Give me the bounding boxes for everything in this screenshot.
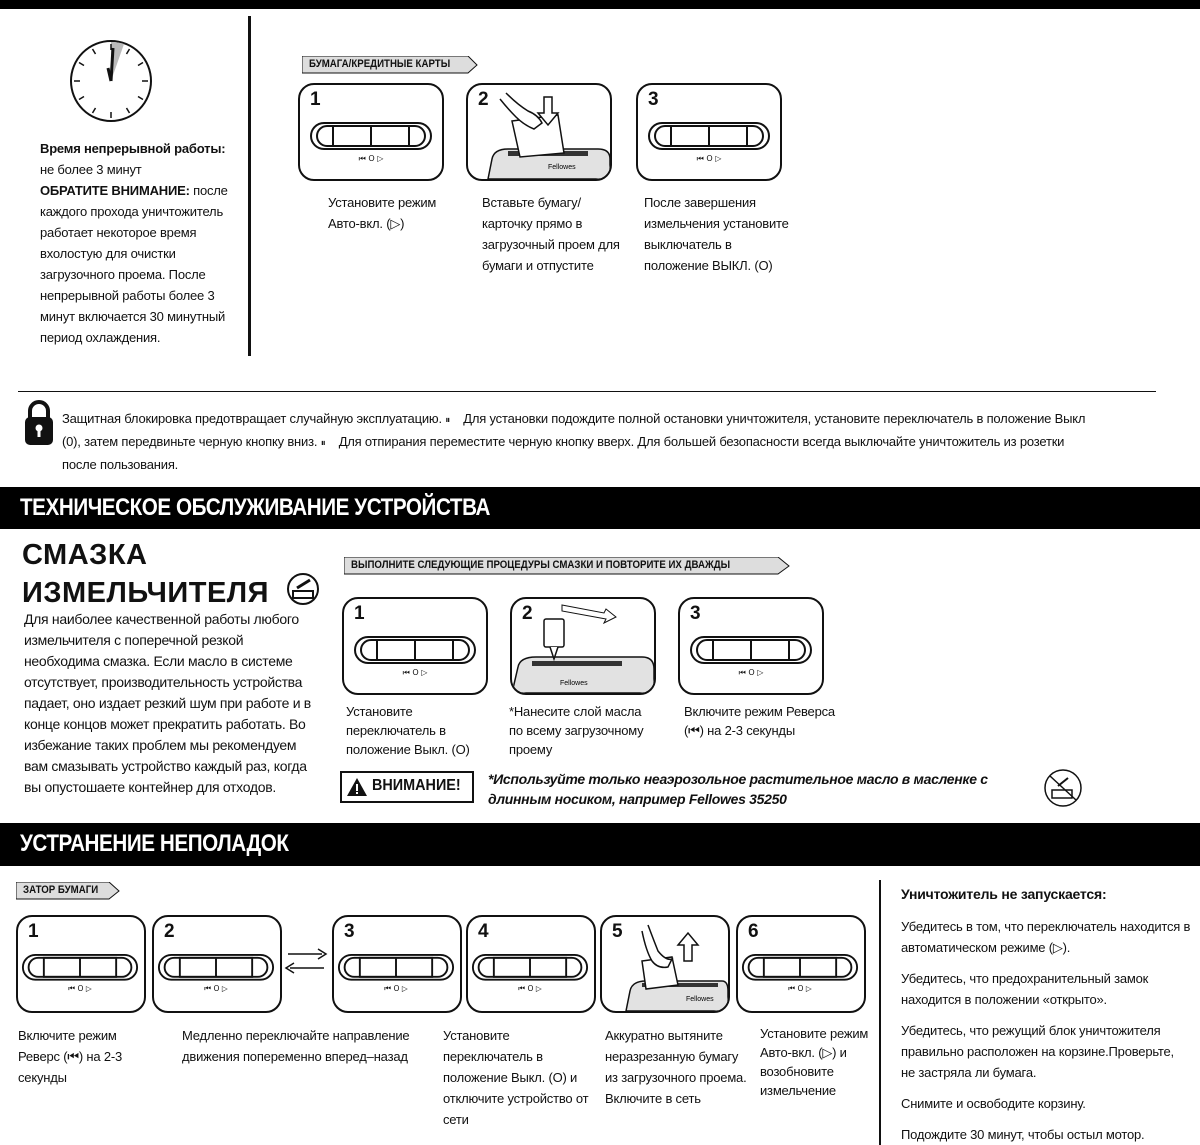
- mode-switch-icon: [337, 953, 455, 995]
- mode-switch-icon: [741, 953, 859, 995]
- svg-text:Fellowes: Fellowes: [548, 164, 576, 171]
- pull-paper-icon: [602, 917, 728, 1011]
- side-item-2: Убедитесь, что предохранительный замок находится в положении «открыто».: [901, 971, 1149, 1007]
- jam-step-5-caption: Аккуратно вытяните неразрезанную бумагу из загрузочного проема. Включите в сеть: [605, 1028, 747, 1106]
- side-divider: [879, 880, 881, 1145]
- time-title: Время непрерывной работы:: [40, 141, 226, 156]
- notice-label: ОБРАТИТЕ ВНИМАНИЕ:: [40, 183, 190, 198]
- jam-step-4: 4: [466, 915, 596, 1013]
- jam-step-1-caption: Включите режим Реверс (⏮) на 2-3 секунды: [18, 1028, 123, 1085]
- lube-step-1-caption: Установите переключатель в положение Выкл. (O): [346, 704, 470, 757]
- paper-cards-label: БУМАГА/КРЕДИТНЫЕ КАРТЫ: [302, 56, 478, 74]
- paper-jam-label: ЗАТОР БУМАГИ: [16, 882, 120, 900]
- lock-up-icon: ⏸: [320, 438, 326, 449]
- jam-step-3-caption: Установите переключатель в положение Выкл. (O) и отключите устройство от сети: [443, 1028, 589, 1127]
- troubleshooting-title: УСТРАНЕНИЕ НЕПОЛАДОК: [20, 830, 289, 857]
- troubleshooting-band: [0, 823, 1200, 866]
- lubrication-title-2: ИЗМЕЛЬЧИТЕЛЯ: [22, 572, 322, 610]
- back-forth-arrows-icon: [284, 946, 328, 976]
- oil-can-icon: [284, 572, 322, 606]
- lubrication-body: Для наиболее качественной работы любого измельчителя с поперечной резкой необходима смазка. Если масло в системе отсутствует, производительность устройства падает, оно издает резкий шум при работе и в конце концов может прекратить работать. Во избежание таких проблем мы рекомендуем вам смазывать устройство каждый раз, когда вы опустошаете контейнер для отходов.: [24, 611, 311, 795]
- lock-line-2: (0), затем передвиньте черную кнопку вниз. ⏸ Для отпирания переместите черную кнопку вверх. Для большей безопасности всегда выключайте уничтожитель из розетки: [62, 431, 1162, 454]
- mode-switch-icon: [21, 953, 139, 995]
- clock-icon: [68, 38, 154, 124]
- svg-text:Fellowes: Fellowes: [560, 680, 588, 687]
- side-item-5: Подождите 30 минут, чтобы остыл мотор.: [901, 1127, 1145, 1142]
- top-step-1: 1: [298, 83, 444, 181]
- jam-step-6-caption: Установите режим Авто-вкл. (▷) и возобновите измельчение: [760, 1026, 869, 1098]
- top-step-1-caption: Установите режим Авто-вкл. (▷): [328, 195, 437, 231]
- warning-box: [340, 771, 474, 803]
- mode-switch-icon: [309, 121, 433, 165]
- warning-triangle-icon: [346, 777, 368, 797]
- maintenance-band: [0, 487, 1200, 529]
- jam-step-1: 1: [16, 915, 146, 1013]
- side-item-3: Убедитесь, что режущий блок уничтожителя правильно расположен на корзине.Проверьте, не застряла ли бумага.: [901, 1023, 1174, 1080]
- lock-line-1: Защитная блокировка предотвращает случайную эксплуатацию. ⏸ Для установки подождите полной остановки уничтожителя, установите переключатель в положение Выкл: [62, 408, 1162, 431]
- top-step-2: 2 Fellowes: [466, 83, 612, 181]
- top-band: [0, 0, 1200, 9]
- vertical-divider: [248, 16, 251, 356]
- side-item-4: Снимите и освободите корзину.: [901, 1096, 1086, 1111]
- top-step-3: 3: [636, 83, 782, 181]
- mode-switch-icon: [647, 121, 771, 165]
- mode-switch-icon: [157, 953, 275, 995]
- lock-icon: [24, 400, 54, 446]
- lube-step-3-caption: Включите режим Реверса (⏮) на 2-3 секунды: [684, 704, 835, 738]
- warning-label: ВНИМАНИЕ!: [372, 777, 461, 794]
- top-step-2-caption: Вставьте бумагу/ карточку прямо в загрузочный проем для бумаги и отпустите: [482, 195, 620, 273]
- lubrication-label: ВЫПОЛНИТЕ СЛЕДУЮЩИЕ ПРОЦЕДУРЫ СМАЗКИ И ПОВТОРИТЕ ИХ ДВАЖДЫ: [344, 557, 790, 575]
- side-title: Уничтожитель не запускается:: [901, 886, 1107, 902]
- jam-step-3: 3: [332, 915, 462, 1013]
- notice-block: [40, 180, 240, 348]
- jam-step-2: 2: [152, 915, 282, 1013]
- jam-step-6: 6: [736, 915, 866, 1013]
- lube-step-2-caption: *Нанесите слой масла по всему загрузочному проему: [509, 704, 644, 757]
- maintenance-title: ТЕХНИЧЕСКОЕ ОБСЛУЖИВАНИЕ УСТРОЙСТВА: [20, 494, 491, 521]
- oil-application-icon: [512, 599, 654, 693]
- jam-step-5: 5 Fellowes: [600, 915, 730, 1013]
- side-item-1: Убедитесь в том, что переключатель находится в автоматическом режиме (▷).: [901, 919, 1191, 955]
- no-aerosol-icon: [1042, 768, 1084, 808]
- lube-step-3: 3: [678, 597, 824, 695]
- top-step-3-caption: После завершения измельчения установите выключатель в положение ВЫКЛ. (O): [644, 195, 789, 273]
- lock-down-icon: ⏸: [445, 415, 451, 426]
- shredder-insert-paper-icon: [468, 85, 610, 179]
- jam-step-2-caption: Медленно переключайте направление движения попеременно вперед–назад: [182, 1028, 410, 1064]
- lubrication-title-1: СМАЗКА: [22, 539, 148, 571]
- mode-switch-icon: [689, 635, 813, 679]
- horizontal-rule: [18, 391, 1156, 392]
- time-value: не более 3 минут: [40, 162, 142, 177]
- svg-text:Fellowes: Fellowes: [686, 996, 714, 1003]
- lock-line-3: после пользования.: [62, 457, 179, 472]
- lube-step-1: 1: [342, 597, 488, 695]
- mode-switch-icon: [353, 635, 477, 679]
- lube-step-2: 2 Fellowes: [510, 597, 656, 695]
- warning-text: *Используйте только неаэрозольное растительное масло в масленке с длинным носиком, например Fellowes 35250: [488, 771, 988, 807]
- mode-switch-icon: [471, 953, 589, 995]
- notice-text: после каждого прохода уничтожитель работает некоторое время вхолостую для очистки загрузочного проема. После непрерывной работы более 3 минут включается 30 минутный период охлаждения.: [40, 183, 228, 345]
